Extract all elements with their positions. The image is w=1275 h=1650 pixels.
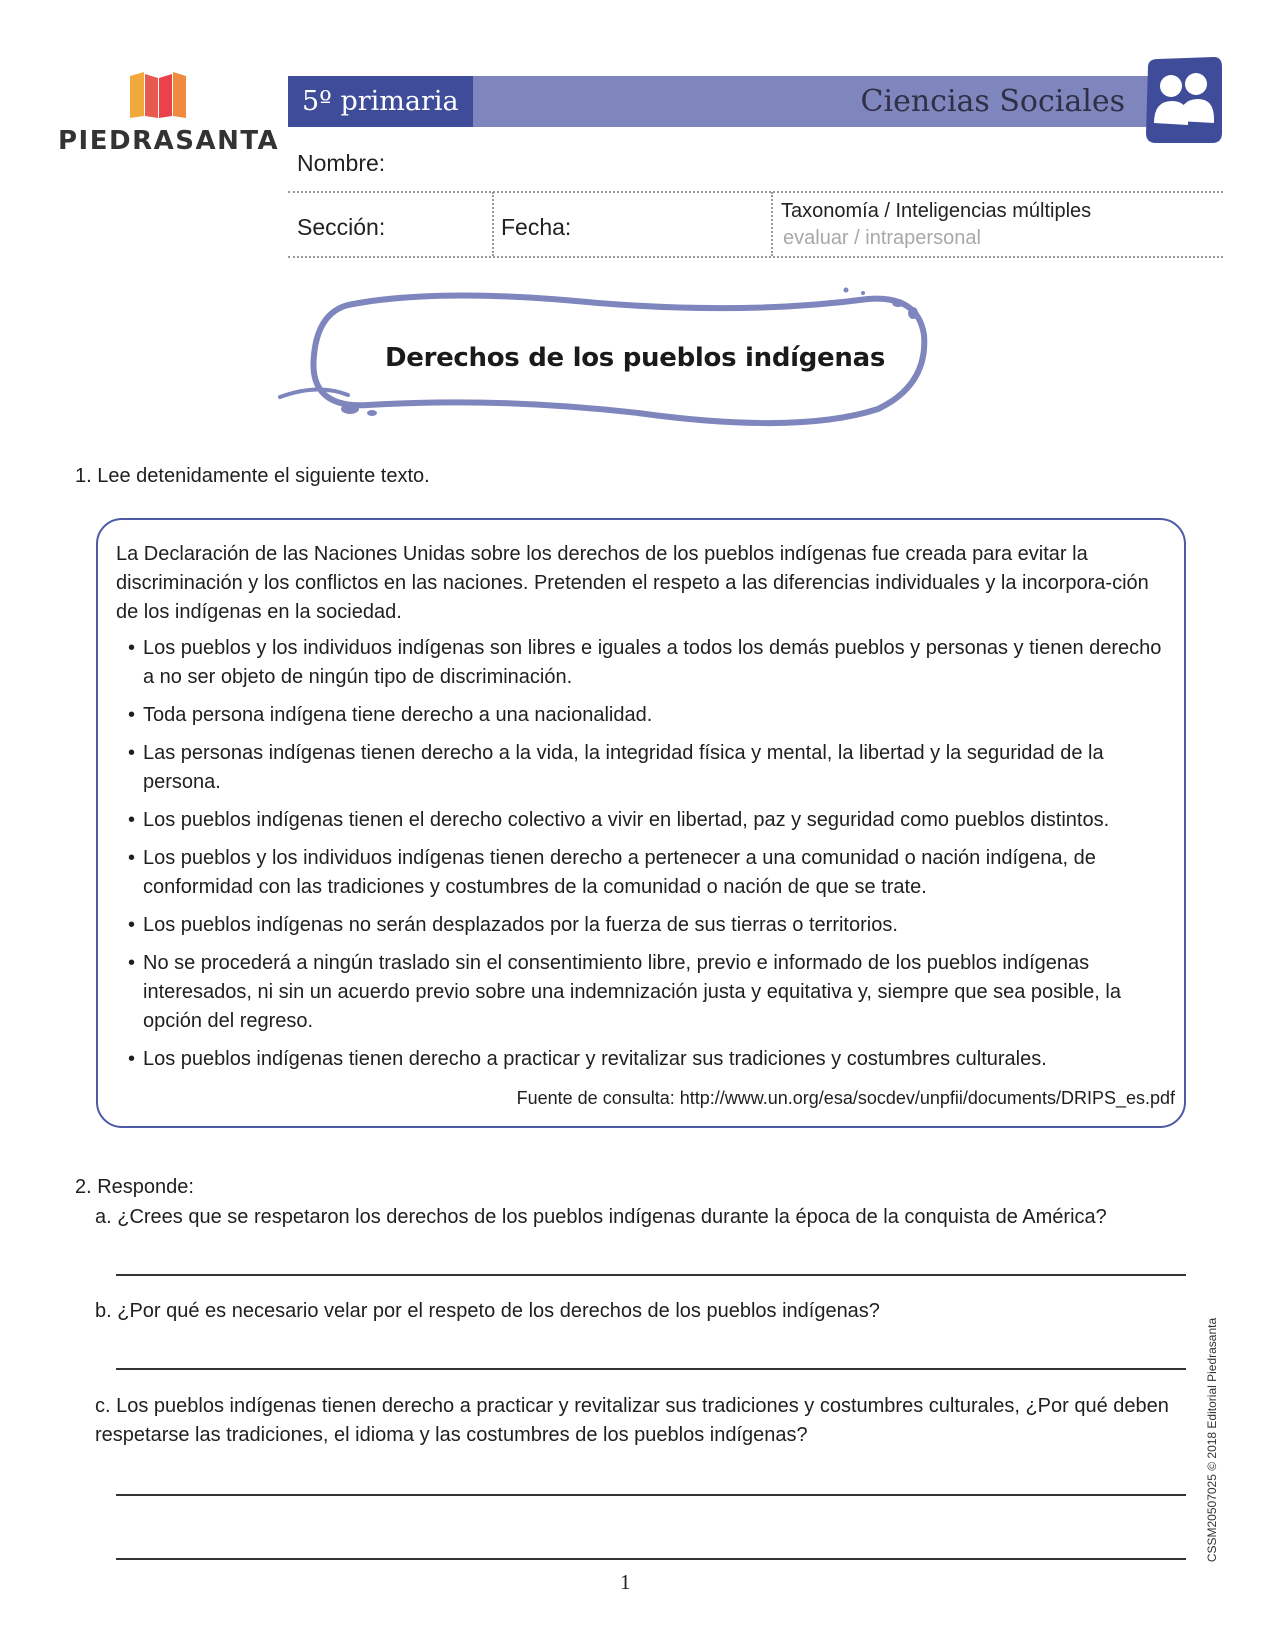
divider [288,191,1223,193]
divider [771,192,773,256]
list-item: • Los pueblos indígenas tienen el derecho colectivo a vivir en libertad, paz y seguridad como pueblos distintos. [128,806,1178,835]
page-title: Derechos de los pueblos indígenas [384,343,886,373]
list-item: • Toda persona indígena tiene derecho a una nacionalidad. [128,701,1178,730]
question-1: 1. Lee detenidamente el siguiente texto. [75,465,430,487]
rights-list [128,634,1178,1083]
people-group-icon [1142,57,1224,145]
answer-line[interactable] [116,1494,1186,1496]
list-item: • Los pueblos indígenas tienen derecho a practicar y revitalizar sus tradiciones y costumbres culturales. [128,1045,1178,1074]
list-item: • Los pueblos y los individuos indígenas tienen derecho a pertenecer a una comunidad o nación indígena, de conformidad con las tradiciones y costumbres de la comunidad o nación de que se trate. [128,844,1178,902]
books-logo-icon [128,70,188,120]
grade-label: 5º primaria [288,76,473,127]
source-citation: Fuente de consulta: http://www.un.org/esa/socdev/unpfii/documents/DRIPS_es.pdf [516,1088,1175,1108]
list-item: • Las personas indígenas tienen derecho a la vida, la integridad física y mental, la libertad y la seguridad de la persona. [128,739,1178,797]
list-item: • Los pueblos indígenas no serán desplazados por la fuerza de sus tierras o territorios. [128,911,1178,940]
brand-name: PIEDRASANTA [58,126,280,156]
date-field-label: Fecha: [501,214,572,240]
list-item: • No se procederá a ningún traslado sin el consentimiento libre, previo e informado de los pueblos indígenas interesados, ni sin un acuerdo previo sobre una indemnización justa y equitativa y, siempre que sea posible, la opción del regreso. [128,949,1178,1036]
answer-line[interactable] [116,1558,1186,1560]
page-number: 1 [620,1570,631,1594]
taxonomy-label: Taxonomía / Inteligencias múltiples [781,200,1092,222]
list-item: • Los pueblos y los individuos indígenas son libres e iguales a todos los demás pueblos y personas y tienen derecho a no ser objeto de ningún tipo de discriminación. [128,634,1178,692]
question-2b: b. ¿Por qué es necesario velar por el respeto de los derechos de los pueblos indígenas? [95,1300,880,1322]
answer-line[interactable] [116,1368,1186,1370]
question-2c: c. Los pueblos indígenas tienen derecho a practicar y revitalizar sus tradiciones y costumbres culturales, ¿Por qué deben respetarse las tradiciones, el idioma y las costumbres de los pueblos indígenas? [95,1395,1169,1446]
divider [492,192,494,256]
name-field-label: Nombre: [297,150,386,176]
subject-title: Ciencias Sociales [860,84,1125,119]
publisher-logo [58,68,280,168]
answer-line[interactable] [116,1274,1186,1276]
taxonomy-value: evaluar / intrapersonal [783,227,981,249]
section-field-label: Sección: [297,214,386,240]
reading-intro: La Declaración de las Naciones Unidas sobre los derechos de los pueblos indígenas fue creada para evitar la discriminación y los conflictos en las naciones. Pretenden el respeto a las diferencias individuales y la incorpora-ción de los indígenas en la sociedad. [116,543,1149,623]
copyright-credit: CSSM20507025 © 2018 Editorial Piedrasanta [1205,1317,1219,1563]
question-2: 2. Responde: [75,1176,194,1198]
divider [288,256,1223,258]
question-2a: a. ¿Crees que se respetaron los derechos de los pueblos indígenas durante la época de la conquista de América? [95,1206,1107,1228]
